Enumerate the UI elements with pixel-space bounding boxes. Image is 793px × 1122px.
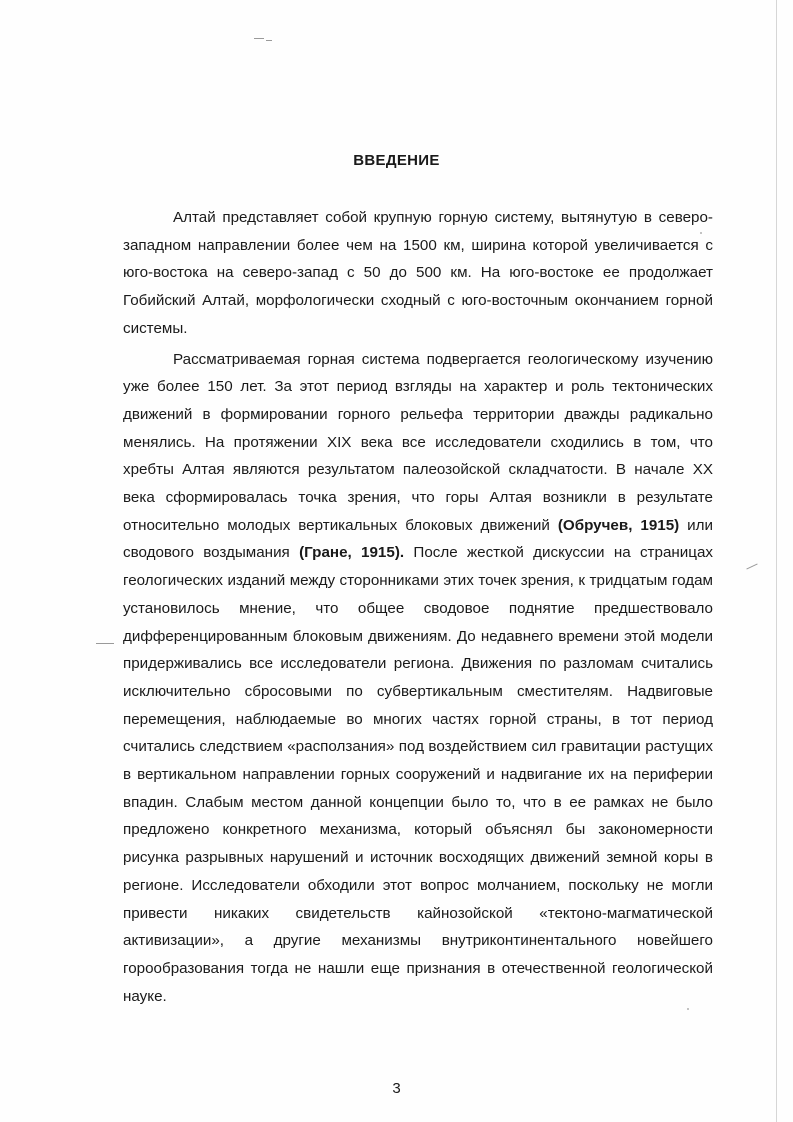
page-title: ВВЕДЕНИЕ	[353, 152, 440, 169]
scan-mark	[254, 38, 264, 39]
scan-mark	[746, 564, 757, 570]
paragraph-text: Алтай представляет собой крупную горную систему, вытянутую в северо-западном направлении более чем на 1500 км, ширина которой увеличивается с юго-востока на северо-запад с 50 до 500 км. На юго-востоке ее продолжает Гобийский Алтай, морфологически сходный с юго-восточным окончанием горной системы.	[123, 209, 713, 337]
body-text	[123, 204, 713, 1013]
paragraph-text: или сводового воздымания	[123, 516, 713, 562]
citation: (Гране, 1915).	[299, 544, 405, 562]
citation: (Обручев, 1915)	[557, 516, 680, 534]
paragraph-text: Рассматриваемая горная система подвергается геологическому изучению уже более 150 лет. За этот период взгляды на характер и роль тектонических движений в формировании горного рельефа территории дважды радикально менялись. На протяжении XIX века все исследователи сходились в том, что хребты Алтая являются результатом палеозойской складчатости. В начале XX века сформировалась точка зрения, что горы Алтая возникли в результате относительно молодых вертикальных блоковых движений	[123, 350, 713, 534]
paragraph	[123, 346, 713, 1011]
page-number: 3	[392, 1080, 401, 1097]
scan-mark	[96, 643, 114, 644]
paragraph-text: После жесткой дискуссии на страницах геологических изданий между сторонниками этих точек зрения, к тридцатым годам установилось мнение, что общее сводовое поднятие предшествовало дифференцированным блоковым движениям. До недавнего времени этой модели придерживались все исследователи региона. Движения по разломам считались исключительно сбросовыми по субвертикальным сместителям. Надвиговые перемещения, наблюдаемые во многих частях горной страны, в тот период считались следствием «расползания» под воздействием сил гравитации растущих в вертикальном направлении горных сооружений и надвигание их на периферии впадин. Слабым местом данной концепции было то, что в ее рамках не было предложено конкретного механизма, который объяснял бы закономерности рисунка разрывных нарушений и источник восходящих движений земной коры в регионе. Исследователи обходили этот вопрос молчанием, поскольку не могли привести никаких свидетельств кайнозойской «тектоно-магматической активизации», а другие механизмы внутриконтинентального новейшего горообразования тогда не нашли еще признания в отечественной геологической науке.	[123, 544, 714, 1005]
scan-mark	[266, 40, 272, 41]
paragraph	[123, 204, 713, 343]
